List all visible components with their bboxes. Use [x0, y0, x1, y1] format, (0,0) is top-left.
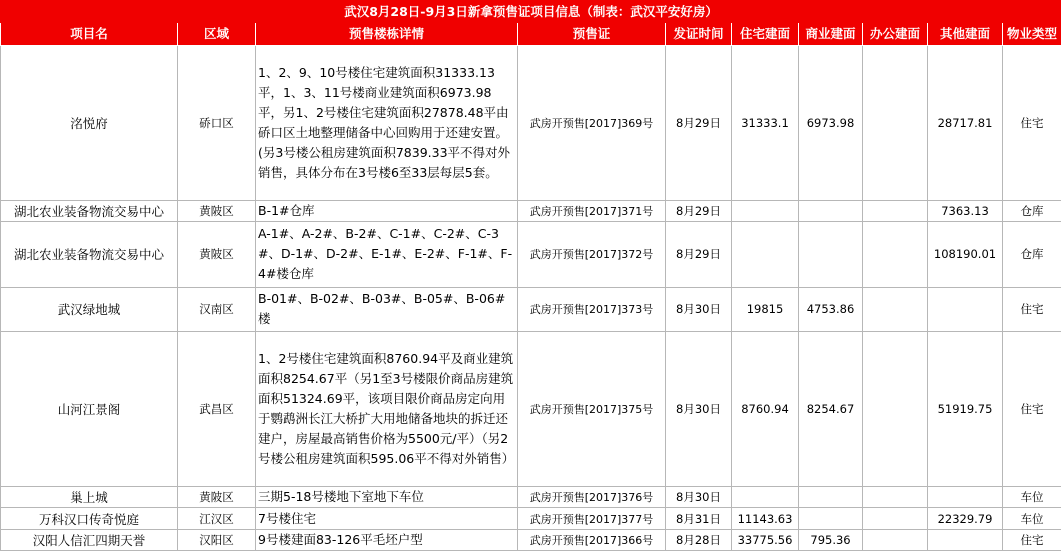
office-area — [863, 487, 928, 508]
district: 江汉区 — [178, 508, 256, 529]
project-name: 湖北农业装备物流交易中心 — [1, 200, 178, 221]
project-name: 武汉绿地城 — [1, 287, 178, 332]
project-name: 湖北农业装备物流交易中心 — [1, 221, 178, 287]
commercial-area: 8254.67 — [799, 332, 863, 487]
commercial-area: 4753.86 — [799, 287, 863, 332]
other-area — [928, 287, 1003, 332]
table-title: 武汉8月28日-9月3日新拿预售证项目信息（制表：武汉平安好房） — [1, 1, 1061, 23]
other-area — [928, 487, 1003, 508]
header-district: 区域 — [178, 23, 256, 45]
district: 武昌区 — [178, 332, 256, 487]
issue-date: 8月30日 — [666, 332, 732, 487]
office-area — [863, 332, 928, 487]
header-commercial-area: 商业建面 — [799, 23, 863, 45]
district: 汉阳区 — [178, 529, 256, 550]
residential-area — [732, 200, 799, 221]
presale-cert: 武房开预售[2017]377号 — [518, 508, 666, 529]
issue-date: 8月31日 — [666, 508, 732, 529]
district: 硚口区 — [178, 45, 256, 200]
presale-cert: 武房开预售[2017]376号 — [518, 487, 666, 508]
presale-cert: 武房开预售[2017]371号 — [518, 200, 666, 221]
issue-date: 8月29日 — [666, 200, 732, 221]
presale-cert: 武房开预售[2017]375号 — [518, 332, 666, 487]
building-detail: B-01#、B-02#、B-03#、B-05#、B-06#楼 — [256, 287, 518, 332]
title-row — [1, 1, 1061, 23]
commercial-area — [799, 200, 863, 221]
project-name: 巢上城 — [1, 487, 178, 508]
property-type: 住宅 — [1003, 332, 1061, 487]
building-detail: 7号楼住宅 — [256, 508, 518, 529]
residential-area: 8760.94 — [732, 332, 799, 487]
property-type: 仓库 — [1003, 200, 1061, 221]
header-other-area: 其他建面 — [928, 23, 1003, 45]
issue-date: 8月30日 — [666, 487, 732, 508]
header-issue-date: 发证时间 — [666, 23, 732, 45]
building-detail: 1、2、9、10号楼住宅建筑面积31333.13平，1、3、11号楼商业建筑面积6973.98平，另1、2号楼住宅建筑面积27878.48平由硚口区土地整理储备中心回购用于还建安置。(另3号楼公租房建筑面积7839.33平不得对外销售，具体分布在3号楼6至33层每层5套。 — [256, 45, 518, 200]
other-area: 28717.81 — [928, 45, 1003, 200]
other-area: 108190.01 — [928, 221, 1003, 287]
header-property-type: 物业类型 — [1003, 23, 1061, 45]
district: 黄陂区 — [178, 221, 256, 287]
commercial-area — [799, 221, 863, 287]
residential-area: 11143.63 — [732, 508, 799, 529]
residential-area: 33775.56 — [732, 529, 799, 550]
header-presale-cert: 预售证 — [518, 23, 666, 45]
table-row — [1, 221, 1061, 287]
header-residential-area: 住宅建面 — [732, 23, 799, 45]
table-row — [1, 287, 1061, 332]
office-area — [863, 508, 928, 529]
district: 汉南区 — [178, 287, 256, 332]
commercial-area: 795.36 — [799, 529, 863, 550]
project-name: 山河江景阁 — [1, 332, 178, 487]
issue-date: 8月30日 — [666, 287, 732, 332]
office-area — [863, 221, 928, 287]
property-type: 车位 — [1003, 487, 1061, 508]
property-type: 车位 — [1003, 508, 1061, 529]
header-project-name: 项目名 — [1, 23, 178, 45]
residential-area: 31333.1 — [732, 45, 799, 200]
property-type: 住宅 — [1003, 45, 1061, 200]
presale-cert: 武房开预售[2017]373号 — [518, 287, 666, 332]
presale-cert: 武房开预售[2017]366号 — [518, 529, 666, 550]
office-area — [863, 287, 928, 332]
table-row — [1, 487, 1061, 508]
project-name: 洺悦府 — [1, 45, 178, 200]
residential-area: 19815 — [732, 287, 799, 332]
property-type: 住宅 — [1003, 287, 1061, 332]
presale-cert: 武房开预售[2017]369号 — [518, 45, 666, 200]
other-area: 7363.13 — [928, 200, 1003, 221]
presale-cert: 武房开预售[2017]372号 — [518, 221, 666, 287]
header-row — [1, 23, 1061, 45]
table-row — [1, 45, 1061, 200]
table-row — [1, 332, 1061, 487]
header-office-area: 办公建面 — [863, 23, 928, 45]
issue-date: 8月29日 — [666, 221, 732, 287]
property-type: 仓库 — [1003, 221, 1061, 287]
other-area: 22329.79 — [928, 508, 1003, 529]
residential-area — [732, 487, 799, 508]
commercial-area — [799, 508, 863, 529]
office-area — [863, 529, 928, 550]
district: 黄陂区 — [178, 200, 256, 221]
office-area — [863, 45, 928, 200]
commercial-area: 6973.98 — [799, 45, 863, 200]
header-building-detail: 预售楼栋详情 — [256, 23, 518, 45]
project-name: 汉阳人信汇四期天誉 — [1, 529, 178, 550]
building-detail: 1、2号楼住宅建筑面积8760.94平及商业建筑面积8254.67平（另1至3号楼限价商品房建筑面积51324.69平，该项目限价商品房定向用于鹦鹉洲长江大桥扩大用地储备地块的拆迁还建户，房屋最高销售价格为5500元/平）（另2号楼公租房建筑面积595.06平不得对外销售） — [256, 332, 518, 487]
building-detail: A-1#、A-2#、B-2#、C-1#、C-2#、C-3#、D-1#、D-2#、E-1#、E-2#、F-1#、F-4#楼仓库 — [256, 221, 518, 287]
table-row — [1, 529, 1061, 550]
issue-date: 8月28日 — [666, 529, 732, 550]
property-type: 住宅 — [1003, 529, 1061, 550]
commercial-area — [799, 487, 863, 508]
district: 黄陂区 — [178, 487, 256, 508]
building-detail: 9号楼建面83-126平毛坯户型 — [256, 529, 518, 550]
building-detail: B-1#仓库 — [256, 200, 518, 221]
other-area — [928, 529, 1003, 550]
other-area: 51919.75 — [928, 332, 1003, 487]
table-row — [1, 508, 1061, 529]
residential-area — [732, 221, 799, 287]
table-row — [1, 200, 1061, 221]
office-area — [863, 200, 928, 221]
project-name: 万科汉口传奇悦庭 — [1, 508, 178, 529]
issue-date: 8月29日 — [666, 45, 732, 200]
building-detail: 三期5-18号楼地下室地下车位 — [256, 487, 518, 508]
